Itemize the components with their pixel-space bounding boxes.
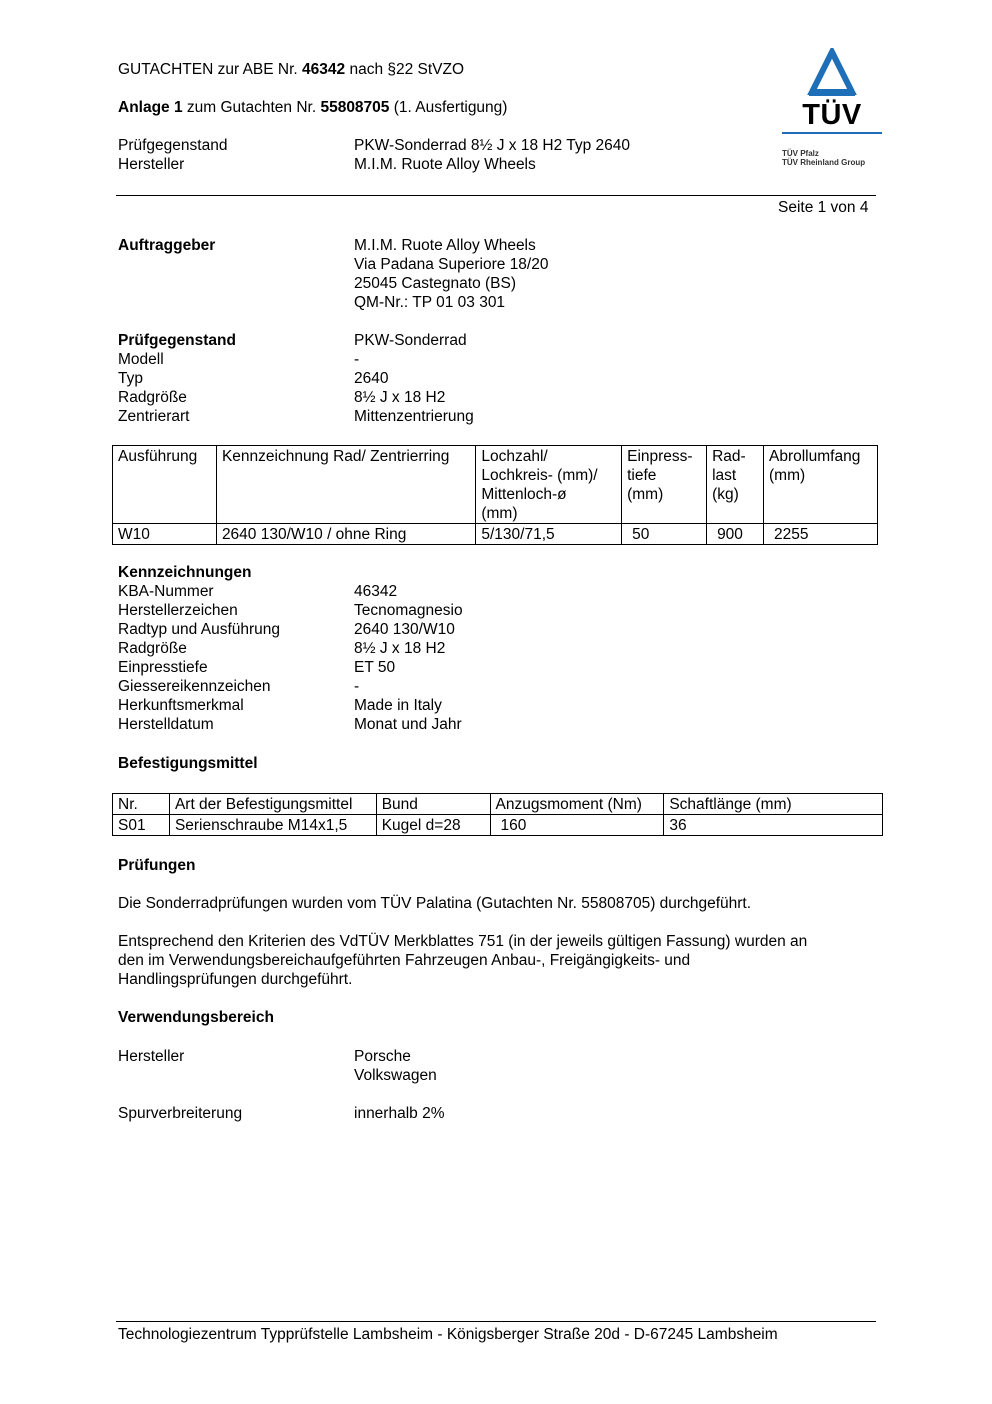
document-title [118,60,464,79]
marking-value: Made in Italy [354,697,442,714]
client-line: 25045 Castegnato (BS) [354,275,516,292]
table-header-row [113,446,878,524]
title-prefix: GUTACHTEN zur ABE Nr. [118,61,303,78]
header-cell-offset: Einpress- tiefe (mm) [622,446,707,524]
cell-load: 900 [707,524,764,545]
cell-circumference: 2255 [764,524,878,545]
paragraph-line: Entsprechend den Kriterien des VdTÜV Merkblattes 751 (in der jeweils gültigen Fassung) wurden an [118,933,808,950]
manufacturer-item: Volkswagen [354,1067,437,1084]
centering-value: Mittenzentrierung [354,408,474,425]
subject-values [354,331,474,426]
header-subject-label: Prüfgegenstand [118,137,228,154]
markings-labels [118,563,280,734]
logo-subtitle-2: TÜV Rheinland Group [782,158,866,167]
marking-value: Tecnomagnesio [354,602,463,619]
scope-manufacturer-label: Hersteller [118,1048,185,1065]
markings-values [354,582,463,734]
marking-label: Radgröße [118,640,187,657]
cell-shaft-length: 36 [664,815,883,836]
header-cell-fastener-type: Art der Befestigungsmittel [169,794,376,815]
cell-torque: 160 [490,815,664,836]
subject-value: PKW-Sonderrad [354,332,467,349]
header-subject-value: PKW-Sonderrad 8½ J x 18 H2 Typ 2640 [354,137,631,154]
track-widening-value: innerhalb 2% [354,1105,445,1122]
client-line: Via Padana Superiore 18/20 [354,256,549,273]
footer-divider [116,1321,876,1322]
model-value: - [354,351,360,368]
cell-fastener-type: Serienschraube M14x1,5 [169,815,376,836]
logo-text: TÜV [802,99,862,131]
logo-subtitle-1: TÜV Pfalz [782,149,819,158]
type-value: 2640 [354,370,389,387]
track-widening-label: Spurverbreiterung [118,1105,243,1122]
header-cell-load: Rad- last (kg) [707,446,764,524]
marking-value: ET 50 [354,659,396,676]
fastener-title: Befestigungsmittel [118,755,258,772]
subject-labels [118,331,236,426]
logo-underline [782,132,882,134]
wheel-size-value: 8½ J x 18 H2 [354,389,446,406]
marking-label: KBA-Nummer [118,583,214,600]
header-manufacturer-label: Hersteller [118,156,185,173]
fastener-table [112,793,883,836]
tests-paragraph-2 [118,932,807,989]
cell-seat: Kugel d=28 [376,815,490,836]
table-row [113,815,883,836]
table-header-row [113,794,883,815]
client-label: Auftraggeber [118,237,216,254]
wheel-table [112,445,878,545]
marking-value: 8½ J x 18 H2 [354,640,446,657]
marking-label: Radtyp und Ausführung [118,621,281,638]
page-indicator: Seite 1 von 4 [778,199,869,216]
client-line: QM-Nr.: TP 01 03 301 [354,294,506,311]
client-address [354,236,548,312]
annex-mid: zum Gutachten Nr. [182,99,321,116]
marking-value: Monat und Jahr [354,716,462,733]
annex-line [118,98,507,117]
cell-marking: 2640 130/W10 / ohne Ring [216,524,475,545]
title-suffix: nach §22 StVZO [345,61,465,78]
subject-label: Prüfgegenstand [118,332,236,349]
manufacturer-item: Porsche [354,1048,411,1065]
header-cell-nr: Nr. [113,794,170,815]
report-number: 55808705 [320,99,390,116]
abe-number: 46342 [302,61,346,78]
paragraph-line: Handlingsprüfungen durchgeführt. [118,971,353,988]
table-row [113,524,878,545]
marking-label: Herstellerzeichen [118,602,238,619]
tuv-logo [782,48,882,173]
cell-bolt-pattern: 5/130/71,5 [476,524,622,545]
marking-value: 46342 [354,583,398,600]
centering-label: Zentrierart [118,408,190,425]
header-cell-shaft-length: Schaftlänge (mm) [664,794,883,815]
tuv-triangle-icon [782,48,882,100]
header-cell-torque: Anzugsmoment (Nm) [490,794,664,815]
wheel-size-label: Radgröße [118,389,187,406]
header-manufacturer-value: M.I.M. Ruote Alloy Wheels [354,156,536,173]
marking-label: Einpresstiefe [118,659,208,676]
header-cell-variant: Ausführung [113,446,217,524]
annex-suffix: (1. Ausfertigung) [389,99,508,116]
footer-text: Technologiezentrum Typprüfstelle Lambsheim - Königsberger Straße 20d - D-67245 Lambsheim [118,1326,778,1343]
marking-label: Herstelldatum [118,716,214,733]
type-label: Typ [118,370,143,387]
client-line: M.I.M. Ruote Alloy Wheels [354,237,536,254]
tests-paragraph-1: Die Sonderradprüfungen wurden vom TÜV Palatina (Gutachten Nr. 55808705) durchgeführt. [118,895,752,912]
header-cell-bolt-pattern: Lochzahl/ Lochkreis- (mm)/ Mittenloch-ø (mm) [476,446,622,524]
cell-variant: W10 [113,524,217,545]
marking-label: Herkunftsmerkmal [118,697,244,714]
header-cell-seat: Bund [376,794,490,815]
marking-value: 2640 130/W10 [354,621,455,638]
markings-title: Kennzeichnungen [118,564,252,581]
annex-label: Anlage 1 [118,99,183,116]
scope-manufacturers [354,1047,437,1085]
tests-title: Prüfungen [118,857,196,874]
cell-offset: 50 [622,524,707,545]
marking-label: Giessereikennzeichen [118,678,271,695]
cell-nr: S01 [113,815,170,836]
header-cell-circumference: Abrollumfang (mm) [764,446,878,524]
model-label: Modell [118,351,164,368]
paragraph-line: den im Verwendungsbereichaufgeführten Fahrzeugen Anbau-, Freigängigkeits- und [118,952,691,969]
scope-title: Verwendungsbereich [118,1009,274,1026]
header-divider [116,195,876,196]
marking-value: - [354,678,360,695]
header-cell-marking: Kennzeichnung Rad/ Zentrierring [216,446,475,524]
